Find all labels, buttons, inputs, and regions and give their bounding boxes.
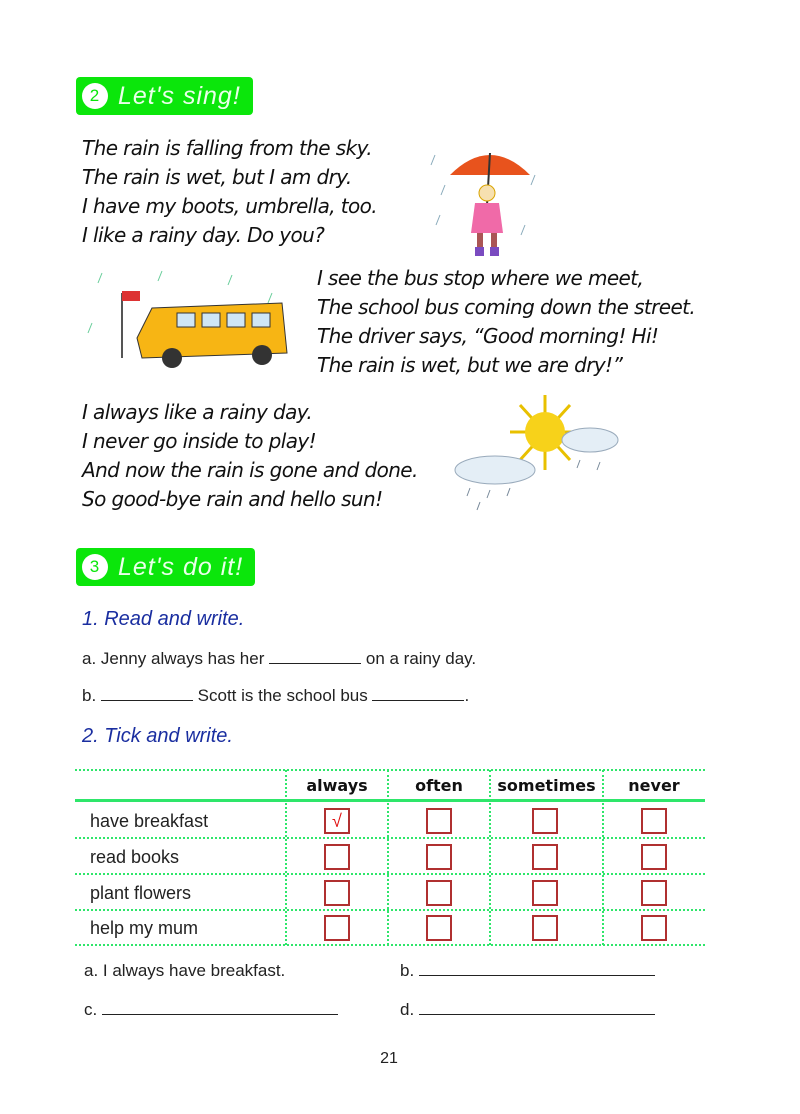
exercise-a	[82, 649, 476, 669]
exercise-text: on a rainy day.	[365, 649, 477, 668]
poem-line: And now the rain is gone and done.	[82, 458, 418, 482]
answer-blank[interactable]	[372, 686, 464, 701]
poem-stanza-2	[317, 264, 695, 380]
row-label: plant flowers	[90, 883, 192, 903]
column-header-often: often	[415, 776, 463, 795]
poem-line: The rain is falling from the sky.	[82, 136, 373, 160]
checkbox[interactable]	[532, 808, 558, 834]
table-divider	[75, 873, 705, 875]
checkbox[interactable]	[426, 808, 452, 834]
exercise-text: Scott is the school bus	[197, 686, 368, 705]
poem-line: The rain is wet, but we are dry!”	[317, 353, 623, 377]
poem-line: I always like a rainy day.	[82, 400, 313, 424]
checkbox[interactable]	[324, 880, 350, 906]
task-2-title: 2. Tick and write.	[82, 725, 233, 747]
answer-d	[400, 1000, 655, 1020]
table-divider	[75, 909, 705, 911]
table-divider	[387, 770, 389, 945]
answer-label: d.	[400, 1000, 415, 1019]
poem-stanza-1	[82, 134, 377, 250]
girl-umbrella-illustration	[425, 135, 550, 260]
exercise-text: .	[464, 686, 470, 705]
poem-line: So good-bye rain and hello sun!	[82, 487, 383, 511]
section-title: Let's do it!	[118, 552, 244, 581]
checkbox[interactable]	[641, 808, 667, 834]
poem-line: The driver says, “Good morning! Hi!	[317, 324, 659, 348]
table-divider	[489, 770, 491, 945]
table-divider	[285, 770, 287, 945]
sun-and-rain-cloud-illustration	[450, 390, 620, 515]
section-number: 2	[82, 83, 108, 109]
answer-blank[interactable]	[419, 961, 655, 976]
checkbox[interactable]	[641, 880, 667, 906]
answer-label: c.	[84, 1000, 98, 1019]
row-label: read books	[90, 847, 180, 867]
poem-line: I have my boots, umbrella, too.	[82, 194, 378, 218]
checkbox[interactable]	[324, 915, 350, 941]
poem-line: I like a rainy day. Do you?	[82, 223, 325, 247]
row-label: help my mum	[90, 918, 199, 938]
answer-blank[interactable]	[419, 1000, 655, 1015]
answer-c	[84, 1000, 338, 1020]
answer-a: a. I always have breakfast.	[84, 961, 286, 980]
checkbox[interactable]	[641, 844, 667, 870]
checkbox[interactable]	[532, 880, 558, 906]
checkbox[interactable]	[532, 844, 558, 870]
section-title: Let's sing!	[118, 81, 241, 110]
table-divider	[75, 837, 705, 839]
checkbox[interactable]	[426, 915, 452, 941]
section-banner-sing	[76, 77, 253, 115]
poem-stanza-3	[82, 398, 418, 514]
school-bus-illustration	[82, 263, 292, 381]
poem-line: I see the bus stop where we meet,	[317, 266, 644, 290]
task-1-title: 1. Read and write.	[82, 608, 245, 630]
column-header-never: never	[628, 776, 680, 795]
poem-line: The school bus coming down the street.	[317, 295, 696, 319]
answer-label: b.	[400, 961, 415, 980]
answer-blank[interactable]	[269, 649, 361, 664]
page-number: 21	[380, 1050, 398, 1067]
checkbox[interactable]	[426, 880, 452, 906]
table-header-divider	[75, 799, 705, 802]
exercise-text: b.	[82, 686, 97, 705]
answer-blank[interactable]	[102, 1000, 338, 1015]
checkbox[interactable]	[324, 844, 350, 870]
row-label: have breakfast	[90, 811, 209, 831]
column-header-always: always	[306, 776, 368, 795]
table-divider	[75, 769, 705, 771]
exercise-b	[82, 686, 469, 706]
checkbox[interactable]	[641, 915, 667, 941]
poem-line: The rain is wet, but I am dry.	[82, 165, 352, 189]
checkbox-checked[interactable]: √	[324, 808, 350, 834]
exercise-text: a. Jenny always has her	[82, 649, 265, 668]
checkbox[interactable]	[426, 844, 452, 870]
section-number: 3	[82, 554, 108, 580]
table-divider	[602, 770, 604, 945]
table-divider	[75, 944, 705, 946]
answer-b	[400, 961, 655, 981]
answer-blank[interactable]	[101, 686, 193, 701]
section-banner-do-it	[76, 548, 255, 586]
poem-line: I never go inside to play!	[82, 429, 317, 453]
column-header-sometimes: sometimes	[497, 776, 596, 795]
checkbox[interactable]	[532, 915, 558, 941]
